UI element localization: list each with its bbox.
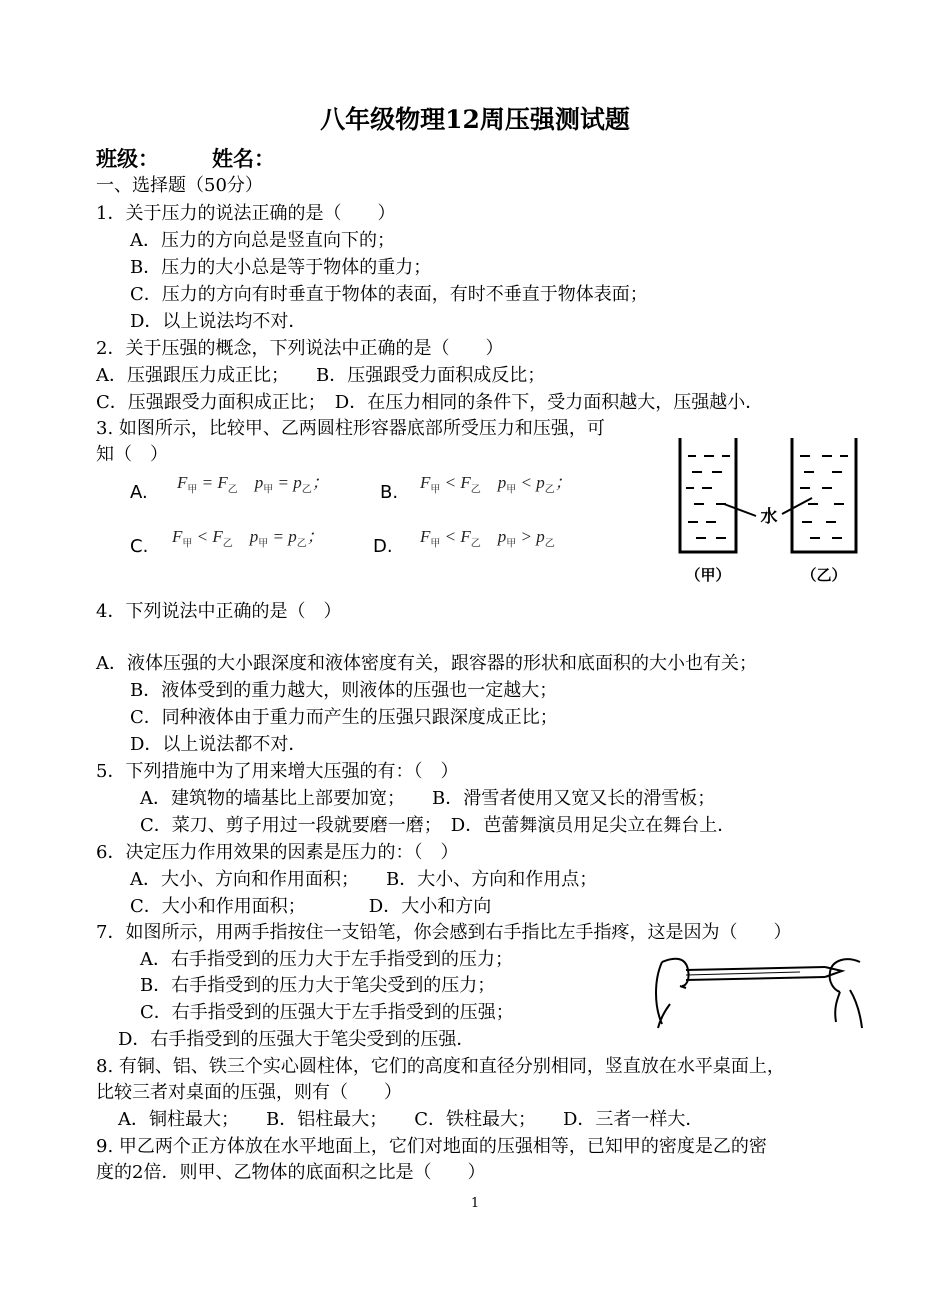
q4-stem: 4．下列说法中正确的是（ ） [96, 601, 342, 622]
q2-options-cd: C．压强跟受力面积成正比； D．在压力相同的条件下，受力面积越大，压强越小． [96, 392, 764, 413]
containers-figure [672, 430, 868, 590]
q5-options-cd: C．菜刀、剪子用过一段就要磨一磨； D．芭蕾舞演员用足尖立在舞台上． [140, 815, 736, 836]
q2-options-ab: A．压强跟压力成正比； B．压强跟受力面积成反比； [96, 365, 546, 386]
q1-option-b: B．压力的大小总是等于物体的重力； [130, 257, 432, 278]
container-left-label: （甲） [685, 566, 731, 584]
q4-option-d: D．以上说法都不对． [130, 734, 307, 755]
page-title: 八年级物理12周压强测试题 [320, 105, 630, 134]
q8-options: A．铜柱最大； B．铝柱最大； C．铁柱最大； D．三者一样大． [118, 1109, 704, 1130]
q8-line1: 8. 有铜、铝、铁三个实心圆柱体，它们的高度和直径分别相同，竖直放在水平桌面上， [96, 1056, 785, 1077]
q7-option-b: B．右手指受到的压力大于笔尖受到的压力； [140, 975, 496, 996]
q3-option-b-letter: B. [380, 482, 399, 503]
q1-option-a: A．压力的方向总是竖直向下的； [130, 230, 395, 251]
q3-option-a-letter: A. [130, 482, 148, 503]
name-label: 姓名： [212, 146, 275, 171]
q8-line2: 比较三者对桌面的压强，则有（ ） [96, 1082, 402, 1103]
q7-option-c: C．右手指受到的压强大于左手指受到的压强； [140, 1002, 514, 1023]
q9-line1: 9. 甲乙两个正方体放在水平地面上，它们对地面的压强相等，已知甲的密度是乙的密 [96, 1136, 767, 1157]
right-finger-icon [830, 959, 860, 992]
q3-option-d-letter: D. [373, 536, 393, 557]
q7-stem: 7．如图所示，用两手指按住一支铅笔，你会感到右手指比左手指疼，这是因为（ ） [96, 922, 792, 943]
q4-option-c: C．同种液体由于重力而产生的压强只跟深度成正比； [130, 707, 558, 728]
q9-line2: 度的2倍．则甲、乙物体的底面积之比是（ ） [96, 1162, 486, 1183]
q4-option-b: B．液体受到的重力越大，则液体的压强也一定越大； [130, 680, 558, 701]
q5-stem: 5．下列措施中为了用来增大压强的有：（ ） [96, 761, 459, 782]
q4-option-a: A．液体压强的大小跟深度和液体密度有关，跟容器的形状和底面积的大小也有关； [96, 653, 757, 674]
q7-option-d: D．右手指受到的压强大于笔尖受到的压强． [118, 1029, 475, 1050]
left-finger-icon [656, 962, 662, 1024]
container-right-label: （乙） [801, 566, 847, 584]
q3-option-d-formula: $F_甲 < F_乙$ $p_甲 > p_乙$ [420, 527, 555, 550]
q3-stem-line2: 知（ ） [96, 444, 168, 465]
q6-options-ab: A．大小、方向和作用面积； B．大小、方向和作用点； [130, 869, 598, 890]
q3-option-c-letter: C. [130, 536, 149, 557]
pencil-icon [686, 967, 825, 970]
pencil-fingers-figure [650, 950, 865, 1034]
q3-option-b-formula: $F_甲 < F_乙$ $p_甲 < p_乙$； [420, 473, 572, 496]
q1-stem: 1．关于压力的说法正确的是（ ） [96, 203, 396, 224]
q6-options-cd: C．大小和作用面积； D．大小和方向 [130, 896, 492, 917]
q1-option-d: D．以上说法均不对． [130, 311, 307, 332]
q6-stem: 6．决定压力作用效果的因素是压力的：（ ） [96, 842, 459, 863]
q3-option-c-formula: $F_甲 < F_乙$ $p_甲 = p_乙$； [172, 527, 324, 550]
q7-option-a: A．右手指受到的压力大于左手指受到的压力； [140, 949, 513, 970]
q2-stem: 2．关于压强的概念，下列说法中正确的是（ ） [96, 338, 504, 359]
q3-option-a-formula: $F_甲 = F_乙$ $p_甲 = p_乙$； [177, 473, 329, 496]
q1-option-c: C．压力的方向有时垂直于物体的表面，有时不垂直于物体表面； [130, 284, 648, 305]
page-number: 1 [470, 1196, 480, 1211]
q5-options-ab: A．建筑物的墙基比上部要加宽； B．滑雪者使用又宽又长的滑雪板； [140, 788, 716, 809]
section-heading: 一、选择题（50分） [96, 175, 263, 196]
q3-stem-line1: 3. 如图所示，比较甲、乙两圆柱形容器底部所受压力和压强，可 [96, 418, 605, 439]
class-label: 班级： [96, 146, 159, 171]
water-label: 水 [760, 507, 778, 527]
